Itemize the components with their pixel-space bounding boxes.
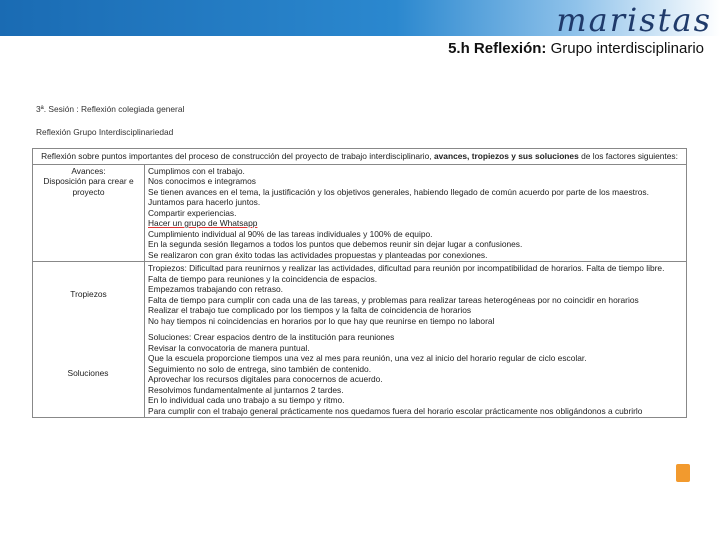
row-label-soluciones: Soluciones: [67, 368, 109, 378]
label-line: Avances:: [71, 165, 106, 176]
list-item: Para cumplir con el trabajo general prácticamente nos quedamos fuera del horario escolar prácticamente nos obligándonos a cubrirlo: [148, 405, 643, 416]
table-heading-end: de los factores siguientes:: [578, 151, 678, 161]
session-line: 3ª. Sesión : Reflexión colegiada general: [36, 104, 185, 114]
table-heading-bold: avances, tropiezos y sus soluciones: [431, 151, 579, 161]
list-item: Revisar la convocatoria de manera puntual.: [148, 342, 310, 353]
list-item: Cumplimiento individual al 90% de las tareas individuales y 100% de equipo.: [148, 228, 433, 239]
row-content-avances: [145, 164, 687, 262]
list-item: Tropiezos: Dificultad para reunirnos y realizar las actividades, dificultad para reunión por incompatibilidad de horarios. Falta de tiempo libre.: [148, 263, 665, 273]
list-item: Juntamos para hacerlo juntos.: [148, 197, 261, 207]
list-item: Hacer un grupo de Whatsapp: [148, 218, 258, 228]
list-item: En lo individual cada uno trabajo a su tiempo y ritmo.: [148, 395, 345, 405]
list-item: Empezamos trabajando con retraso.: [148, 284, 284, 294]
list-item: Realizar el trabajo tue complicado por los tiempos y la falta de coincidencia de horarios: [148, 305, 472, 315]
table-row-avances: [33, 164, 687, 262]
slide-corner-mark: [676, 464, 690, 482]
row-label-avances: [33, 164, 145, 262]
list-item: Falta de tiempo para reuniones y la coincidencia de espacios.: [148, 273, 378, 284]
row-label-tropiezos: Tropiezos: [33, 262, 145, 418]
maristas-logo: maristas: [556, 1, 712, 39]
list-item: Aprovechar los recursos digitales para conocernos de acuerdo.: [148, 374, 383, 384]
slide-title-rest: Grupo interdisciplinario: [546, 40, 704, 57]
group-line: Reflexión Grupo Interdisciplinariedad: [36, 127, 174, 137]
label-line: Disposición para crear e proyecto: [43, 176, 134, 197]
table-heading: [33, 149, 687, 165]
list-item: Nos conocimos e integramos: [148, 176, 256, 186]
list-item: Que la escuela proporcione tiempos una vez al mes para reunión, una vez al inicio del horario regular de ciclo escolar.: [148, 353, 587, 363]
table-row-tropiezos: [33, 262, 687, 418]
list-item: Resolvimos fundamentalmente al juntarnos 2 tardes.: [148, 384, 344, 395]
slide-title: [448, 40, 704, 57]
list-item: En la segunda sesión llegamos a todos los puntos que debemos reunir sin dejar lugar a confusiones.: [148, 239, 523, 249]
list-item: No hay tiempos ni coincidencias en horarios por lo que hay que reunirse en tiempo no laboral: [148, 315, 495, 326]
list-item: Cumplimos con el trabajo.: [148, 165, 245, 176]
slide-title-bold: 5.h Reflexión:: [448, 40, 547, 57]
row-content-tropiezos: [145, 262, 687, 418]
list-item: Se tienen avances en el tema, la justificación y los objetivos generales, habiendo llegado de común acuerdo por parte de los maestros.: [148, 186, 649, 197]
list-item: Falta de tiempo para cumplir con cada una de las tareas, y problemas para realizar tareas heterogéneas por no coincidir en horarios: [148, 294, 639, 305]
list-item: Soluciones: Crear espacios dentro de la institución para reuniones: [148, 332, 395, 342]
table-heading-text: Reflexión sobre puntos importantes del proceso de construcción del proyecto de trabajo interdisciplinario,: [41, 151, 432, 161]
list-item: Compartir experiencias.: [148, 207, 237, 218]
list-item: Se realizaron con gran éxito todas las actividades propuestas y planteadas por conexiones.: [148, 249, 488, 260]
table-header-row: [33, 149, 687, 165]
list-item: Seguimiento no solo de entrega, sino también de contenido.: [148, 363, 372, 374]
